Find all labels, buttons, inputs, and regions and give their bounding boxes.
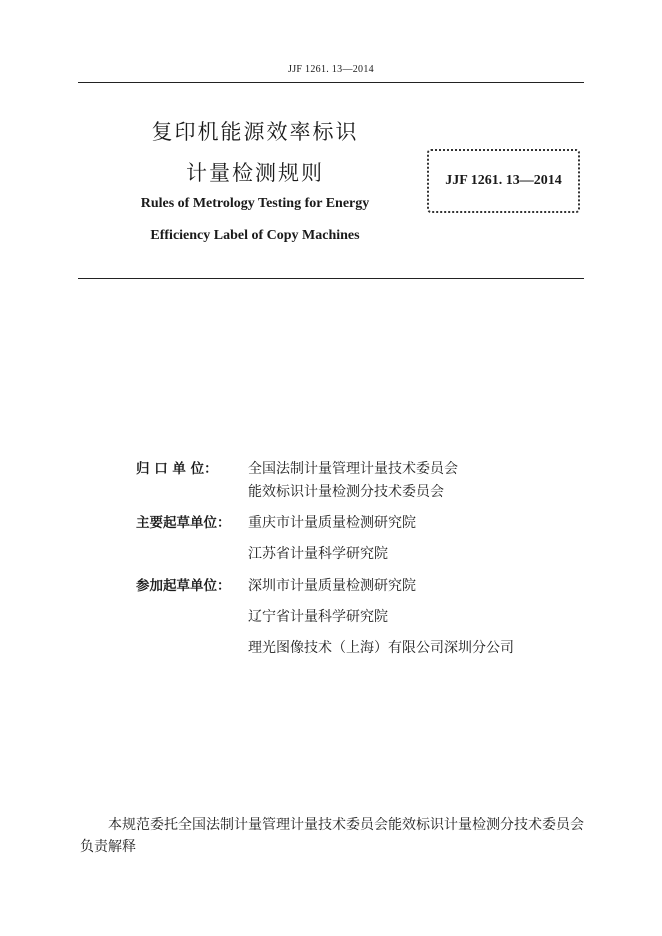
running-header: JJF 1261. 13—2014 xyxy=(288,64,374,75)
title-english-line1: Rules of Metrology Testing for Energy xyxy=(140,196,370,211)
org-main-value-2: 江苏省计量科学研究院 xyxy=(248,546,388,562)
org-responsible-label: 归 口 单 位： xyxy=(136,461,218,477)
title-english-line2: Efficiency Label of Copy Machines xyxy=(150,228,360,243)
org-participating-value-1: 深圳市计量质量检测研究院 xyxy=(248,578,416,594)
org-participating-value-3: 理光图像技术（上海）有限公司深圳分公司 xyxy=(248,640,514,656)
org-responsible-value-1: 全国法制计量管理计量技术委员会 xyxy=(248,461,458,477)
org-main-value-1: 重庆市计量质量检测研究院 xyxy=(248,515,416,531)
org-main-label: 主要起草单位： xyxy=(136,515,231,531)
bottom-rule xyxy=(78,278,584,279)
standard-code-box xyxy=(427,149,580,213)
title-chinese-line2: 计量检测规则 xyxy=(186,161,324,185)
standard-code: JJF 1261. 13—2014 xyxy=(445,173,562,188)
title-chinese-line1: 复印机能源效率标识 xyxy=(151,120,359,144)
org-participating-label: 参加起草单位： xyxy=(136,578,231,594)
org-participating-value-2: 辽宁省计量科学研究院 xyxy=(248,609,388,625)
org-responsible-value-2: 能效标识计量检测分技术委员会 xyxy=(248,484,444,500)
top-rule xyxy=(78,82,584,83)
footer-note: 本规范委托全国法制计量管理计量技术委员会能效标识计量检测分技术委员会负责解释 xyxy=(80,817,584,855)
